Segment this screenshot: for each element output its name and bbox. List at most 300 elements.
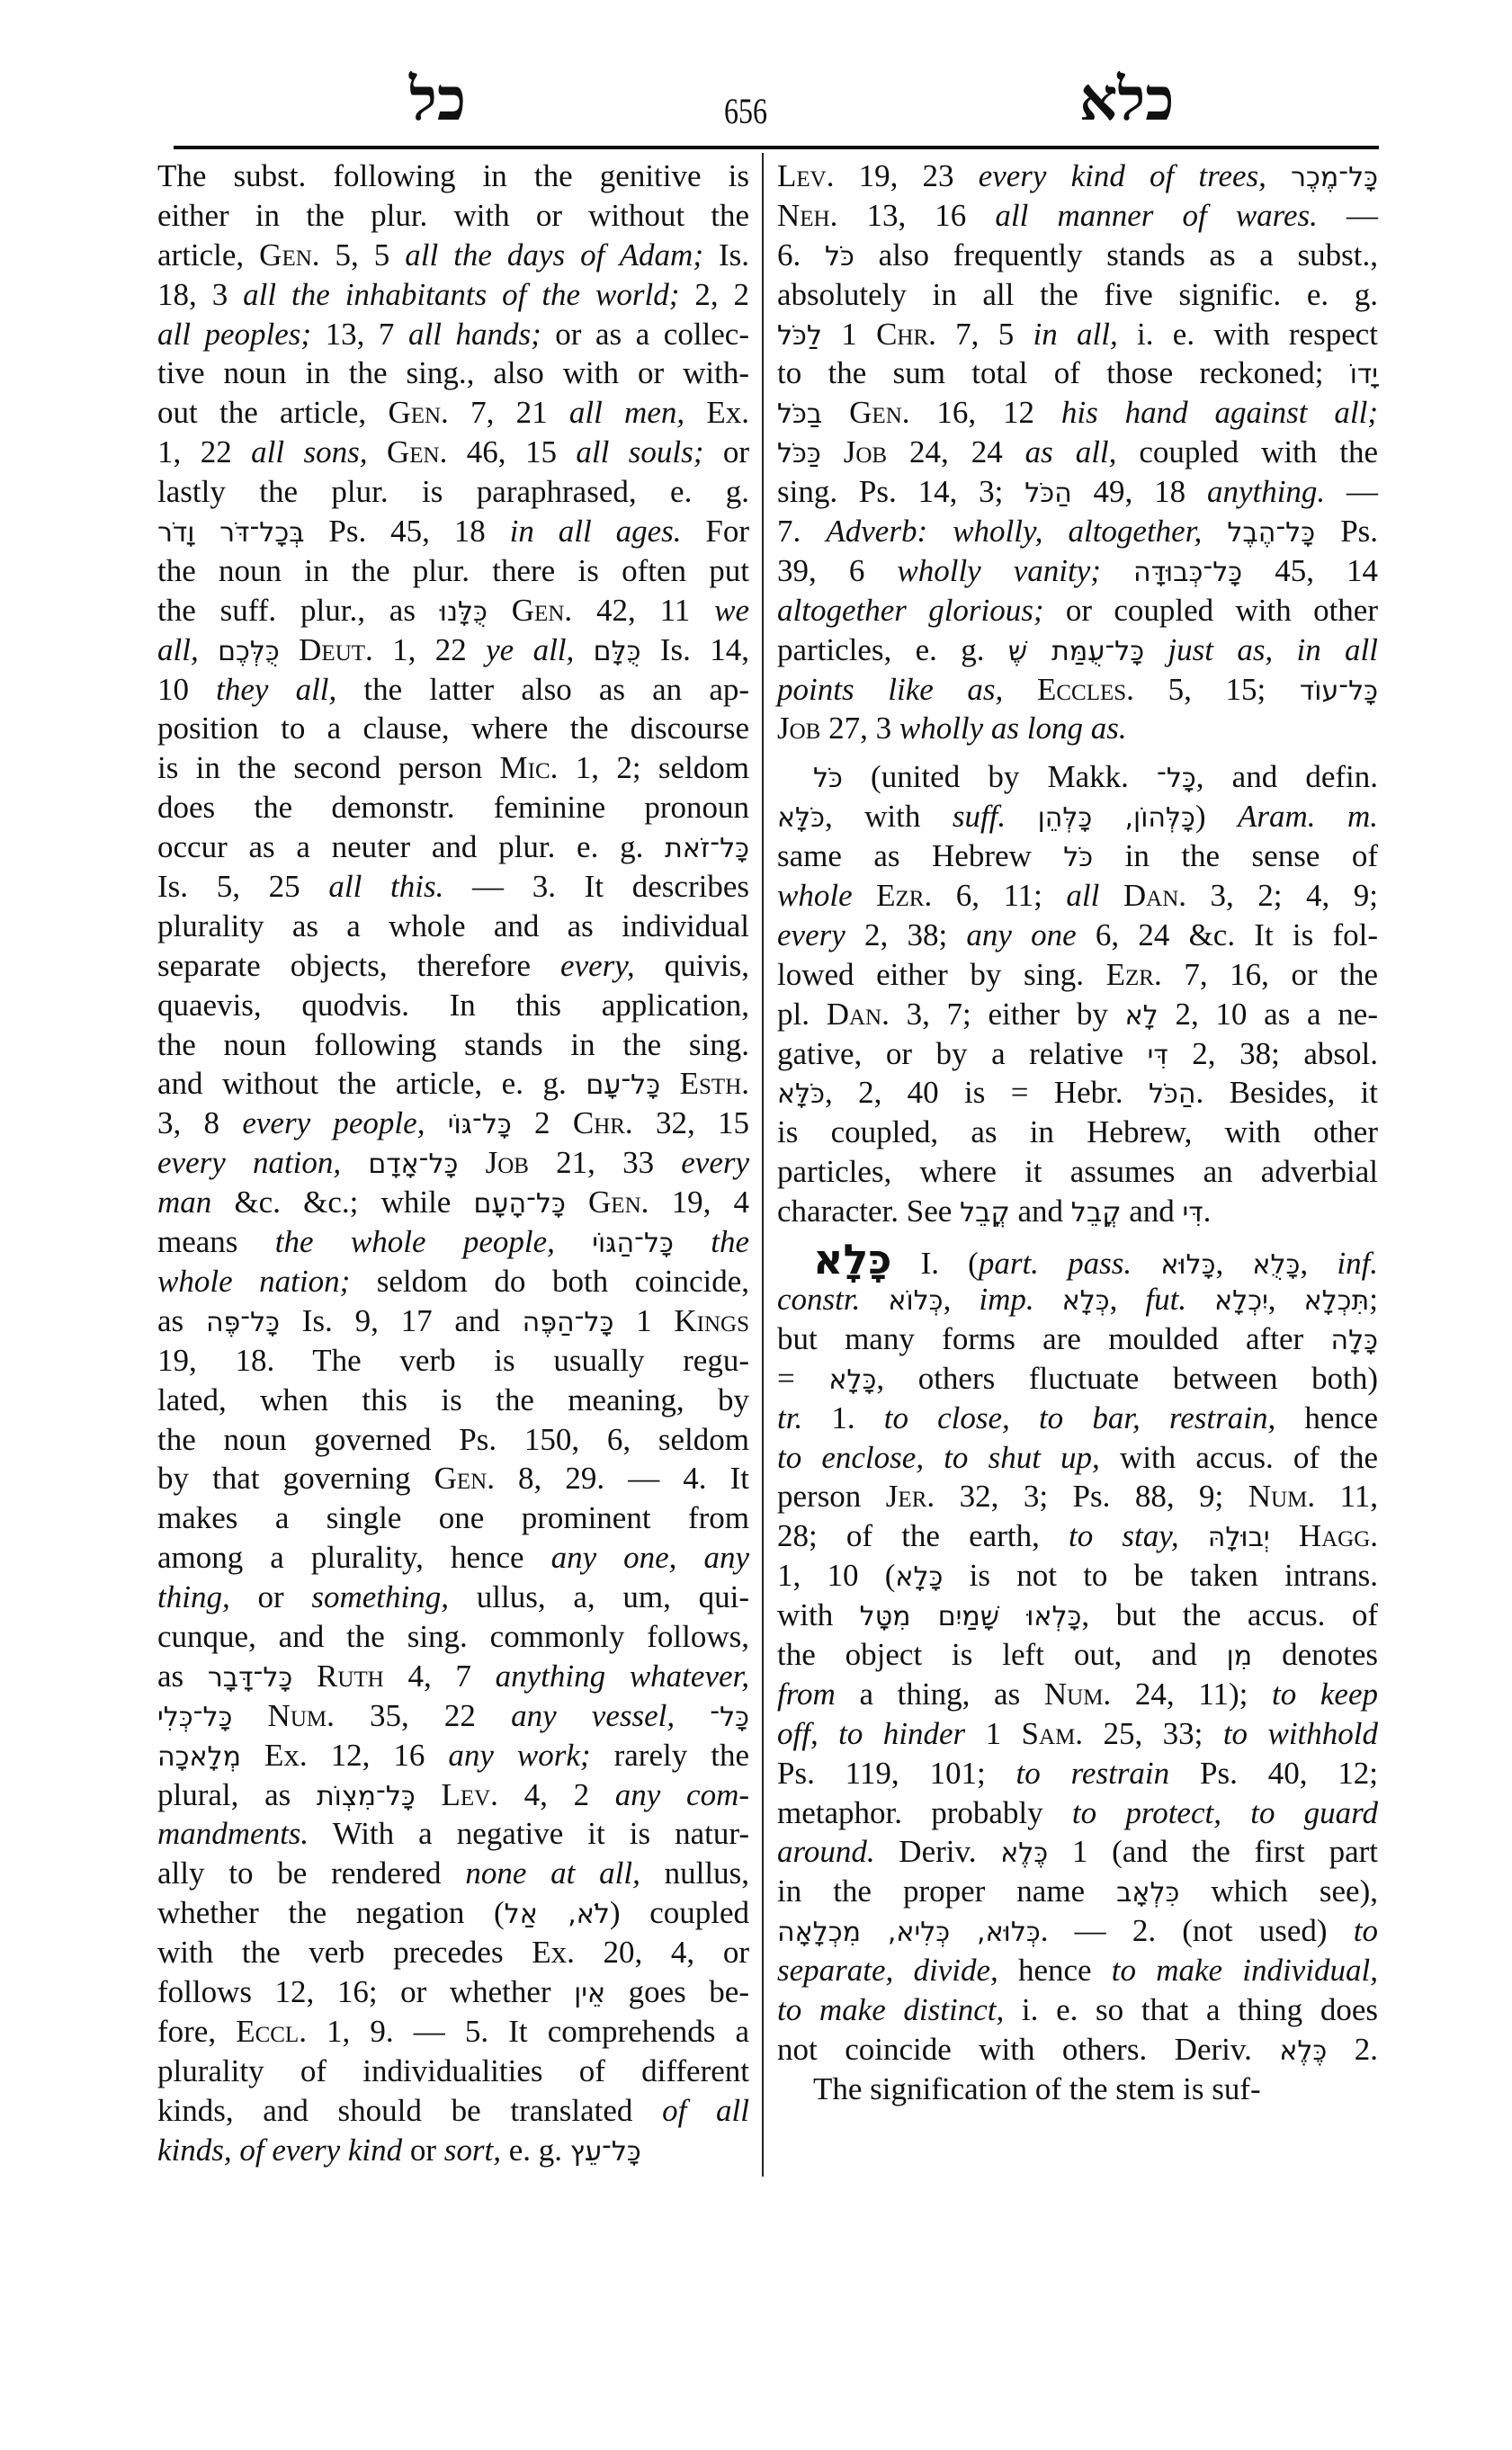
- text-run: follows 12, 16; or whether: [157, 1973, 575, 2009]
- hebrew-word: הַכֹּל: [1148, 1078, 1196, 1111]
- text-run: [1034, 1282, 1062, 1317]
- text-run: ,: [1215, 1246, 1253, 1282]
- text-run: separate objects, therefore: [157, 947, 561, 983]
- text-run: 16, 12: [909, 395, 1061, 431]
- text-run: by that governing: [157, 1461, 434, 1497]
- italic-gloss: as all,: [1024, 434, 1117, 470]
- scripture-reference: Gen.: [511, 592, 573, 628]
- text-line: [157, 1222, 749, 1262]
- text-run: nullus,: [640, 1855, 749, 1891]
- text-run: 6, 11;: [932, 878, 1067, 914]
- text-run: 19, 4: [649, 1185, 750, 1221]
- scripture-reference: Ezr.: [1105, 956, 1162, 992]
- scripture-reference: Gen.: [434, 1461, 495, 1497]
- italic-gloss: every: [777, 917, 845, 952]
- text-run: Ex.: [684, 395, 750, 431]
- hebrew-word: דִּי: [1147, 1039, 1168, 1071]
- hebrew-word: כָּל־מֶכֶר: [1291, 162, 1379, 193]
- text-line: [157, 1538, 749, 1578]
- text-run: 3, 8: [157, 1105, 243, 1141]
- text-run: [1006, 799, 1037, 834]
- text-run: , but the accus. of: [1081, 1597, 1378, 1633]
- text-run: 32, 3; Ps. 88, 9;: [935, 1479, 1248, 1515]
- text-run: 1: [821, 316, 877, 352]
- column-divider: [762, 153, 764, 2177]
- text-run: [1099, 878, 1123, 913]
- text-run: is coupled, as in Hebrew, with other: [777, 1114, 1378, 1150]
- text-run: 2.: [1327, 2031, 1379, 2067]
- text-line: [157, 1933, 749, 1972]
- text-run: i. e. with respect: [1117, 316, 1379, 352]
- italic-gloss: to withhold: [1222, 1715, 1379, 1751]
- italic-gloss: all the days of Adam;: [405, 237, 703, 273]
- text-run: 7.: [777, 514, 827, 550]
- hebrew-word: דִּי: [1182, 1197, 1203, 1229]
- scripture-reference: Deut.: [299, 631, 373, 667]
- text-run: 13, 16: [837, 197, 996, 233]
- text-run: 7, 16, or the: [1161, 956, 1378, 992]
- text-line: [777, 1359, 1378, 1399]
- text-run: is not to be taken intrans.: [943, 1558, 1378, 1594]
- text-line: [777, 2030, 1378, 2070]
- text-line: [157, 353, 749, 393]
- text-run: 3, 7; either by: [889, 996, 1125, 1032]
- italic-gloss: to keep: [1272, 1676, 1379, 1712]
- text-run: ally to be rendered: [157, 1855, 466, 1891]
- hebrew-word: כֹּל: [813, 763, 843, 795]
- text-line: [777, 1990, 1378, 2030]
- text-run: [1186, 1282, 1214, 1317]
- text-line: [157, 867, 749, 907]
- text-run: 13, 7: [311, 316, 408, 352]
- hebrew-word: כָּל־הַפֶּה: [522, 1306, 614, 1338]
- text-run: or: [402, 2132, 444, 2168]
- hebrew-word: קֳבֵל: [1070, 1197, 1122, 1229]
- text-run: [821, 434, 844, 469]
- text-line: [777, 630, 1378, 670]
- hebrew-word: כַּכֹּל: [777, 438, 821, 470]
- text-line: [777, 1438, 1378, 1478]
- text-run: Deriv.: [874, 1834, 1001, 1870]
- text-line: [777, 512, 1378, 551]
- italic-gloss: all peoples;: [157, 316, 312, 352]
- text-line: [777, 1596, 1378, 1635]
- text-run: whether the negation (: [157, 1895, 505, 1931]
- text-line: [157, 1341, 749, 1381]
- italic-gloss: tr.: [777, 1399, 803, 1435]
- scripture-reference: Ezr.: [876, 878, 933, 914]
- text-run: 42, 11: [572, 592, 715, 628]
- text-run: [675, 1698, 710, 1733]
- text-run: [1003, 672, 1037, 707]
- text-run: — 3. It describes: [443, 869, 749, 905]
- italic-gloss: in all ages.: [509, 514, 682, 550]
- text-run: Is.: [702, 237, 749, 273]
- scripture-reference: Sam.: [1021, 1715, 1084, 1751]
- text-line: [777, 1477, 1378, 1516]
- text-line: [777, 2070, 1378, 2109]
- text-line: [157, 1420, 749, 1460]
- text-run: 46, 15: [447, 434, 577, 470]
- italic-gloss: from: [777, 1676, 836, 1712]
- text-run: ,: [1300, 1246, 1338, 1282]
- scripture-reference: Eccl.: [236, 2013, 307, 2049]
- hebrew-word: כָּל־מִצְוֹת: [316, 1780, 416, 1812]
- text-run: lated, when this is the meaning, by: [157, 1381, 749, 1417]
- scripture-reference: Lev.: [441, 1776, 498, 1812]
- text-run: 1, 22: [157, 434, 252, 470]
- text-line: [157, 433, 749, 472]
- text-line: [157, 393, 749, 433]
- text-run: gative, or by a relative: [777, 1035, 1148, 1071]
- italic-gloss: man: [157, 1185, 212, 1221]
- hebrew-word: כֹּלָּא: [777, 1078, 825, 1111]
- text-run: Ps. 40, 12;: [1169, 1755, 1379, 1791]
- text-run: (united by Makk.: [842, 759, 1158, 795]
- text-run: particles, e. g.: [777, 631, 1008, 667]
- italic-gloss: the: [711, 1224, 750, 1260]
- italic-gloss: just as, in all: [1168, 631, 1379, 667]
- text-line: [157, 1617, 749, 1657]
- italic-gloss: altogether glorious;: [777, 592, 1044, 628]
- text-line: [157, 1736, 749, 1775]
- text-line: [777, 1235, 1379, 1284]
- hebrew-word: כָּל־גּוֹי: [447, 1109, 512, 1141]
- text-line: [777, 591, 1378, 630]
- text-line: [777, 315, 1378, 354]
- text-line: [157, 1459, 749, 1498]
- text-run: , 2, 40 is = Hebr.: [824, 1075, 1149, 1111]
- text-run: metaphor. probably: [777, 1794, 1072, 1830]
- hebrew-word: כֻּלָּם: [593, 635, 641, 667]
- text-run: [1144, 632, 1168, 667]
- text-run: quivis,: [634, 947, 749, 983]
- text-run: as: [157, 1302, 206, 1338]
- italic-gloss: all souls;: [576, 434, 704, 470]
- text-run: 3, 2; 4, 9;: [1186, 878, 1378, 914]
- text-run: 27, 3: [820, 711, 899, 747]
- scripture-reference: Chr.: [572, 1105, 633, 1141]
- text-run: Ps. 45, 18: [304, 514, 510, 550]
- scripture-reference: Dan.: [1123, 878, 1187, 914]
- text-line: [157, 551, 749, 591]
- text-run: with the verb precedes Ex. 20, 4, or: [157, 1935, 749, 1971]
- right-running-headword: כלא: [1079, 64, 1175, 134]
- hebrew-word: אֵין: [574, 1977, 606, 2009]
- text-run: hence: [998, 1953, 1112, 1989]
- text-run: particles, where it assumes an adverbial: [777, 1154, 1378, 1190]
- italic-gloss: all this.: [328, 869, 444, 905]
- text-run: occur as a neuter and plur. e. g.: [157, 829, 666, 865]
- italic-gloss: any one: [966, 917, 1077, 952]
- hebrew-word: כְּלָא: [1061, 1284, 1110, 1317]
- text-line: [157, 2131, 749, 2170]
- italic-gloss: Aram. m.: [1238, 799, 1378, 835]
- scripture-reference: Chr.: [876, 316, 936, 352]
- text-line: [157, 1893, 749, 1933]
- italic-gloss: the whole people,: [274, 1224, 555, 1260]
- text-run: ,: [943, 1281, 980, 1317]
- hebrew-word: כָּלְאוּ שָׁמַיִם מִטָּל: [859, 1601, 1082, 1633]
- italic-gloss: every kind of trees,: [978, 158, 1266, 193]
- text-line: [777, 1911, 1378, 1951]
- italic-gloss: any one, any: [550, 1540, 749, 1576]
- italic-gloss: of all: [662, 2092, 749, 2128]
- text-line: [157, 748, 749, 788]
- scripture-reference: Job: [843, 434, 888, 470]
- italic-gloss: constr.: [777, 1281, 861, 1317]
- text-run: 24, 11);: [1111, 1676, 1273, 1712]
- text-line: [777, 393, 1378, 433]
- text-run: [341, 1145, 368, 1180]
- hebrew-word: יְבוּלָהּ: [1207, 1522, 1270, 1554]
- text-run: the noun following stands in the sing.: [157, 1026, 749, 1062]
- hebrew-word: כָּלָא: [895, 1561, 944, 1594]
- italic-gloss: Adverb: wholly, altogether,: [826, 514, 1203, 550]
- hebrew-word: כְּלוּא, כְּלִיא, מִכְלָאָה: [777, 1917, 1041, 1949]
- page-number: 656: [724, 91, 767, 131]
- hebrew-word: כָּל־עֵץ: [569, 2135, 641, 2168]
- italic-gloss: all sons,: [251, 434, 368, 470]
- text-line: [157, 156, 749, 196]
- text-run: ,: [1109, 1281, 1146, 1317]
- text-run: is in the second person: [157, 750, 500, 786]
- text-line: [777, 1754, 1378, 1793]
- text-line: [777, 995, 1378, 1034]
- text-run: with accus. of the: [1099, 1439, 1378, 1475]
- hebrew-word: לַכֹּל: [777, 319, 822, 352]
- text-run: 2, 38;: [845, 917, 967, 952]
- italic-gloss: to restrain: [1015, 1755, 1170, 1791]
- hebrew-word: כָּל־הָעָם: [473, 1188, 566, 1221]
- text-line: [777, 1073, 1378, 1113]
- text-line: [777, 916, 1378, 955]
- text-run: Ex. 12, 16: [240, 1737, 449, 1773]
- text-run: sing. Ps. 14, 3;: [777, 474, 1025, 510]
- text-line: [157, 1183, 749, 1222]
- text-run: 4, 2: [497, 1776, 615, 1812]
- text-line: [777, 670, 1378, 710]
- text-run: the noun in the plur. there is often put: [157, 552, 749, 588]
- italic-gloss: ye all,: [486, 631, 575, 667]
- text-run: and: [1009, 1194, 1071, 1229]
- text-line: [777, 757, 1378, 797]
- text-run: to the sum total of those reckoned;: [777, 355, 1350, 391]
- italic-gloss: we: [714, 592, 750, 628]
- text-run: quaevis, quodvis. In this application,: [157, 987, 749, 1023]
- italic-gloss: part. pass.: [978, 1246, 1132, 1282]
- text-run: 19, 23: [834, 158, 979, 193]
- text-run: With a negative it is natur-: [309, 1816, 749, 1852]
- text-run: , others fluctuate between both): [876, 1360, 1378, 1396]
- text-run: [822, 395, 849, 430]
- text-run: 21, 33: [528, 1145, 682, 1181]
- scripture-reference: Job: [485, 1145, 529, 1181]
- text-run: , and defin.: [1195, 759, 1379, 795]
- text-run: ): [1194, 799, 1238, 835]
- italic-gloss: mandments.: [157, 1816, 309, 1852]
- text-run: the suff. plur., as: [157, 592, 440, 628]
- hebrew-word: כָּלָא: [828, 1364, 877, 1396]
- text-run: article,: [157, 237, 260, 273]
- italic-gloss: thing,: [157, 1579, 230, 1615]
- text-run: but many forms are moulded after: [777, 1320, 1331, 1356]
- text-run: [860, 1282, 888, 1317]
- hebrew-word: כָּל־עֻמַּת שֶׁ: [1007, 635, 1145, 667]
- text-run: same as Hebrew: [777, 838, 1064, 874]
- text-line: [777, 1675, 1378, 1714]
- text-run: 1, 10 (: [777, 1558, 896, 1594]
- italic-gloss: sort,: [443, 2132, 501, 2168]
- text-run: =: [777, 1360, 829, 1396]
- text-line: [157, 946, 749, 986]
- text-line: [157, 1104, 749, 1143]
- text-run: plural, as: [157, 1776, 317, 1812]
- text-run: 25, 33;: [1083, 1715, 1223, 1751]
- text-run: [488, 593, 512, 628]
- text-run: lastly the plur. is paraphrased, e. g.: [157, 474, 749, 510]
- text-run: , with: [824, 799, 953, 835]
- text-run: cunque, and the sing. commonly follows,: [157, 1618, 749, 1654]
- hebrew-word: כָּל־פֶּה: [205, 1306, 281, 1338]
- text-run: plurality of individualities of different: [157, 2052, 749, 2088]
- text-run: tive noun in the sing., also with or with-: [157, 355, 749, 391]
- hebrew-word: הַכֹּל: [1024, 478, 1072, 510]
- scripture-reference: Kings: [674, 1302, 750, 1338]
- text-run: The subst. following in the genitive is: [157, 158, 749, 193]
- text-run: I. (: [891, 1246, 979, 1282]
- text-run: —: [1325, 474, 1379, 510]
- text-run: absolutely in all the five signific. e. g.: [777, 276, 1378, 312]
- hebrew-word: כָּל־: [1157, 763, 1196, 795]
- text-line: [777, 196, 1378, 236]
- italic-gloss: they all,: [216, 671, 337, 707]
- text-run: means: [157, 1224, 275, 1260]
- text-line: [777, 236, 1378, 275]
- scripture-reference: Esth.: [679, 1066, 749, 1102]
- text-run: as: [157, 1658, 208, 1694]
- scripture-reference: Gen.: [588, 1185, 649, 1221]
- text-line: [157, 1775, 749, 1815]
- text-run: 10: [157, 671, 217, 707]
- text-line: [157, 472, 749, 512]
- text-run: 4, 7: [383, 1658, 496, 1694]
- scripture-reference: Num.: [267, 1697, 335, 1733]
- text-run: [280, 632, 299, 667]
- header-rule: [174, 146, 1379, 149]
- italic-gloss: every,: [560, 947, 635, 983]
- text-run: out the article,: [157, 395, 389, 431]
- text-line: [777, 1192, 1378, 1231]
- italic-gloss: around.: [777, 1834, 875, 1870]
- text-line: [157, 236, 749, 275]
- text-run: e. g.: [501, 2132, 570, 2168]
- text-line: [777, 955, 1378, 995]
- text-run: 45, 14: [1242, 552, 1378, 588]
- hebrew-word: כֹּל: [1063, 842, 1094, 874]
- text-run: the object is left out, and: [777, 1636, 1227, 1672]
- text-run: 19, 18. The verb is usually regu-: [157, 1342, 749, 1378]
- left-running-headword: כל: [409, 64, 467, 134]
- text-line: [777, 353, 1378, 393]
- text-line: [777, 1635, 1378, 1675]
- text-run: [368, 434, 387, 469]
- text-run: [1270, 1518, 1299, 1553]
- hebrew-word: כֻּלָּנוּ: [439, 595, 488, 628]
- text-run: [853, 878, 877, 913]
- text-run: [574, 632, 593, 667]
- scripture-reference: Neh.: [777, 197, 838, 233]
- text-run: and: [1121, 1194, 1183, 1229]
- text-run: 5, 5: [319, 237, 406, 273]
- hebrew-word: תִּכְלָא: [1303, 1284, 1370, 1317]
- text-line: [777, 551, 1378, 591]
- text-line: [157, 986, 749, 1025]
- text-run: . — 2. (not used): [1040, 1913, 1354, 1949]
- italic-gloss: all,: [157, 631, 199, 667]
- italic-gloss: anything.: [1206, 474, 1326, 510]
- text-run: pl.: [777, 996, 827, 1032]
- text-run: 2, 2: [679, 276, 749, 312]
- hebrew-word: יָדוֹ: [1349, 359, 1378, 391]
- text-line: [777, 1152, 1378, 1192]
- scripture-reference: Gen.: [388, 395, 449, 431]
- scripture-reference: Eccles.: [1036, 671, 1134, 707]
- text-run: 6.: [777, 237, 825, 273]
- text-line: [157, 1025, 749, 1065]
- italic-gloss: none at all,: [465, 1855, 640, 1891]
- text-run: 2, 10 as a ne-: [1158, 996, 1378, 1032]
- text-run: either in the plur. with or without the: [157, 197, 749, 233]
- text-line: [157, 827, 749, 867]
- text-line: [157, 1498, 749, 1538]
- text-run: Is. 5, 25: [157, 869, 329, 905]
- italic-gloss: whole nation;: [157, 1263, 351, 1299]
- scripture-reference: Ruth: [317, 1658, 384, 1694]
- text-run: position to a clause, where the discourse: [157, 711, 749, 747]
- scripture-reference: Job: [777, 711, 821, 747]
- text-line: [777, 876, 1378, 916]
- text-run: denotes: [1252, 1636, 1378, 1672]
- text-run: with: [777, 1597, 860, 1633]
- text-line: [157, 1143, 749, 1183]
- text-run: 7, 21: [448, 395, 569, 431]
- text-line: [157, 709, 749, 748]
- scripture-reference: Lev.: [777, 158, 835, 193]
- text-run: 1, 22: [372, 631, 487, 667]
- text-line: [157, 591, 749, 630]
- text-run: 5, 15;: [1133, 671, 1300, 707]
- text-run: coupled with the: [1116, 434, 1378, 470]
- text-line: [777, 1872, 1378, 1911]
- text-run: 39, 6: [777, 552, 898, 588]
- text-line: [157, 2012, 749, 2052]
- text-line: [777, 275, 1378, 315]
- italic-gloss: to: [1353, 1913, 1378, 1949]
- text-run: ;: [1369, 1281, 1378, 1317]
- text-line: [157, 2091, 749, 2131]
- hebrew-word: לֹא, אַל: [504, 1899, 610, 1931]
- text-line: [157, 1814, 749, 1854]
- text-line: [777, 472, 1378, 512]
- text-line: [777, 1793, 1378, 1833]
- italic-gloss: wholly vanity;: [897, 552, 1101, 588]
- text-run: or coupled with other: [1043, 592, 1378, 628]
- italic-gloss: off, to hinder: [777, 1715, 966, 1751]
- text-line: [157, 196, 749, 236]
- text-run: 1: [613, 1302, 675, 1338]
- text-run: [416, 1777, 442, 1812]
